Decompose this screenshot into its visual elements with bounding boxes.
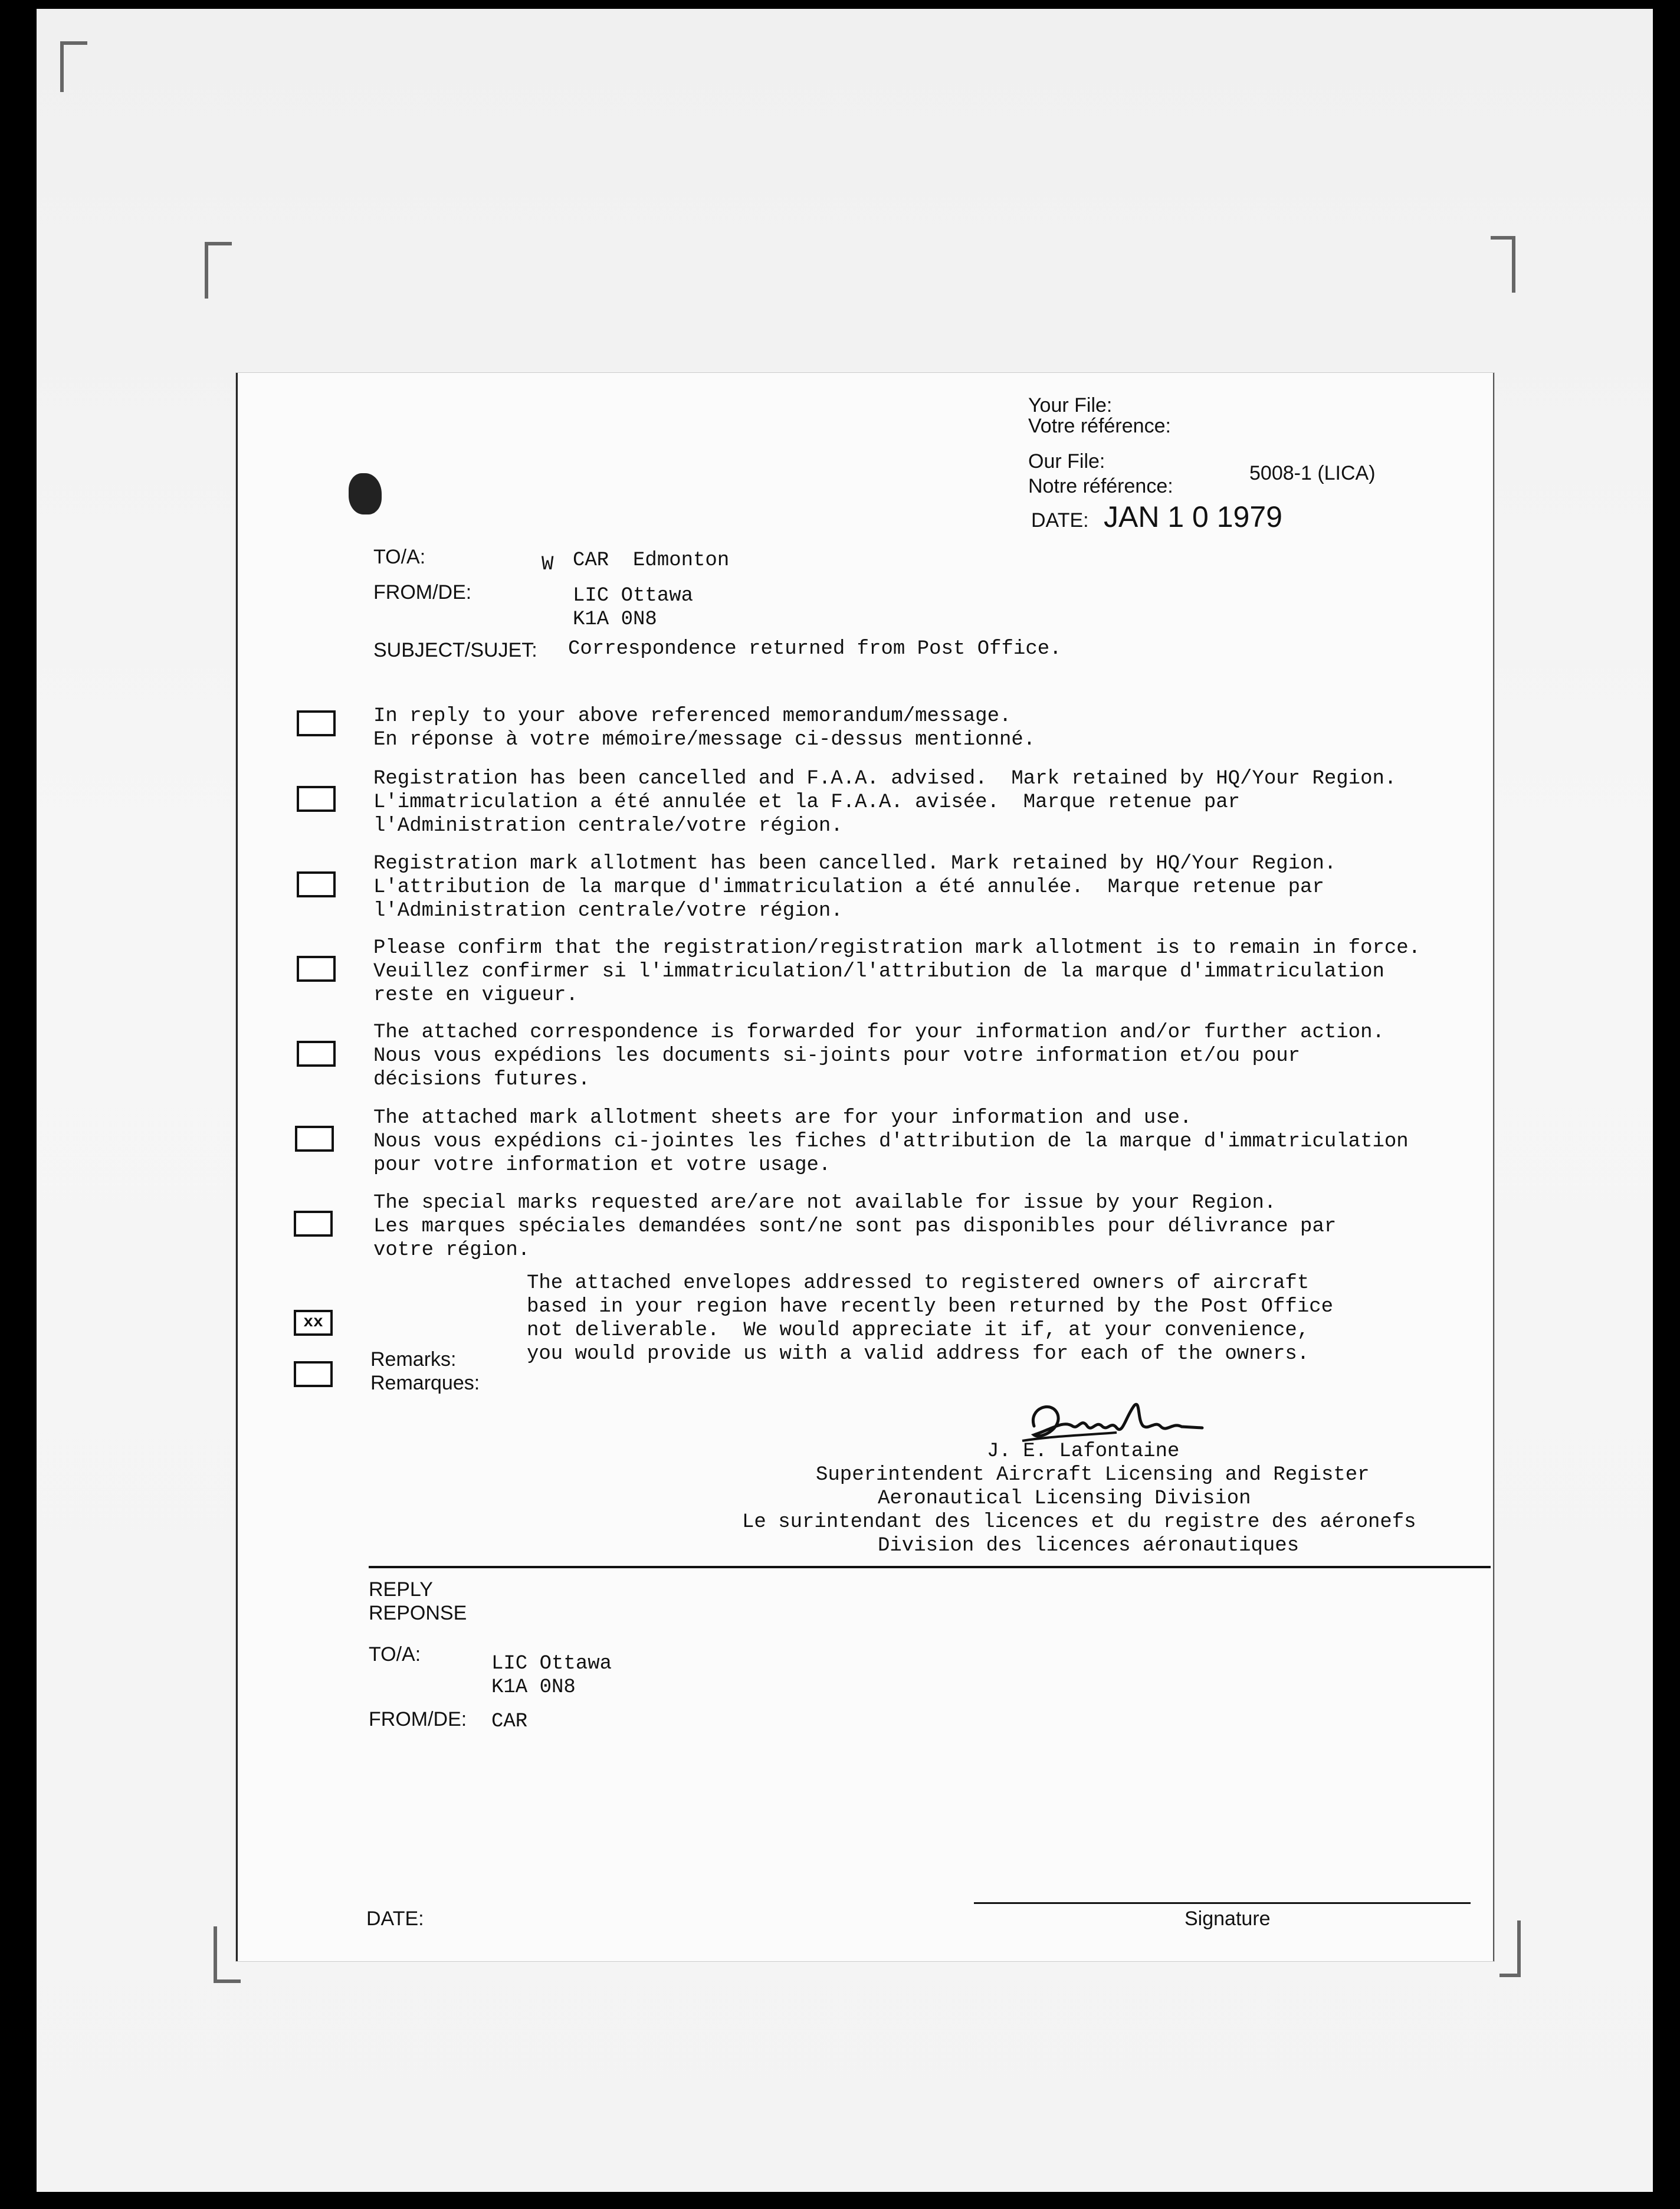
option-2-line-2: L'immatriculation a été annulée et la F.A.A. avisée. Marque retenue par (373, 791, 1241, 814)
option-checkbox-3[interactable] (297, 871, 336, 897)
signatory-name: J. E. Lafontaine (987, 1440, 1180, 1463)
option-checkbox-5[interactable] (297, 1041, 336, 1067)
signature-line (974, 1902, 1471, 1904)
date-stamp: JAN 1 0 1979 (1104, 500, 1282, 533)
option-4-line-3: reste en vigueur. (373, 984, 578, 1007)
memo-sheet (236, 373, 1494, 1961)
option-3-line-1: Registration mark allotment has been cancelled. Mark retained by HQ/Your Region. (373, 853, 1337, 875)
date-label: DATE: (1031, 509, 1089, 532)
our-file-label: Our File: (1028, 450, 1105, 473)
crop-mark-top-left (60, 41, 87, 92)
remarks-line-2: based in your region have recently been returned by the Post Office (527, 1296, 1334, 1318)
your-file-label: Your File: (1028, 394, 1113, 417)
reply-label-fr: REPONSE (369, 1602, 467, 1624)
option-7-line-2: Les marques spéciales demandées sont/ne sont pas disponibles pour délivrance par (373, 1215, 1337, 1238)
option-checkbox-2[interactable] (297, 786, 336, 812)
crop-mark-right-upper (1491, 236, 1515, 293)
signatory-title-1: Superintendent Aircraft Licensing and Register (816, 1464, 1370, 1486)
your-file-label-fr: Votre référence: (1028, 415, 1171, 437)
option-1-line-2: En réponse à votre mémoire/message ci-dessus mentionné. (373, 729, 1036, 751)
reply-to-label: TO/A: (369, 1643, 421, 1666)
our-file-label-fr: Notre référence: (1028, 475, 1173, 497)
option-2-line-1: Registration has been cancelled and F.A.A. advised. Mark retained by HQ/Your Region. (373, 768, 1397, 790)
reply-label: REPLY (369, 1578, 433, 1601)
from-label: FROM/DE: (373, 581, 472, 604)
option-6-line-2: Nous vous expédions ci-jointes les fiches d'attribution de la marque d'immatriculation (373, 1130, 1409, 1153)
remarks-label: Remarks: (370, 1348, 457, 1371)
from-line2: K1A 0N8 (573, 608, 657, 631)
option-6-line-1: The attached mark allotment sheets are for your information and use. (373, 1107, 1192, 1129)
punch-hole-mark (349, 473, 382, 514)
reply-from-label: FROM/DE: (369, 1708, 467, 1731)
remarks-checkbox-empty[interactable] (294, 1361, 333, 1387)
reply-to-line-1: LIC Ottawa (491, 1653, 612, 1675)
reply-from-value: CAR (491, 1710, 528, 1733)
option-checkbox-4[interactable] (297, 956, 336, 982)
signatory-title-2-fr: Division des licences aéronautiques (878, 1535, 1300, 1557)
subject-label: SUBJECT/SUJET: (373, 639, 537, 661)
signatory-title-2: Aeronautical Licensing Division (878, 1487, 1251, 1510)
reply-to-line-2: K1A 0N8 (491, 1676, 576, 1699)
option-6-line-3: pour votre information et votre usage. (373, 1154, 831, 1176)
option-checkbox-1[interactable] (297, 710, 336, 736)
option-5-line-1: The attached correspondence is forwarded for your information and/or further action. (373, 1021, 1384, 1044)
remarks-label-fr: Remarques: (370, 1372, 480, 1394)
option-7-line-3: votre région. (373, 1239, 530, 1261)
option-2-line-3: l'Administration centrale/votre région. (373, 815, 843, 837)
our-file-value: 5008-1 (LICA) (1249, 462, 1376, 484)
option-5-line-2: Nous vous expédions les documents si-joints pour votre information et/ou pour (373, 1045, 1301, 1067)
crop-mark-right-lower (1499, 1920, 1521, 1977)
reply-divider (369, 1566, 1491, 1568)
remarks-line-3: not deliverable. We would appreciate it if, at your convenience, (527, 1319, 1310, 1342)
to-prefix: W (542, 553, 554, 576)
option-4-line-1: Please confirm that the registration/registration mark allotment is to remain in force. (373, 937, 1421, 959)
option-checkbox-7[interactable] (294, 1211, 333, 1237)
option-5-line-3: décisions futures. (373, 1069, 590, 1091)
remarks-checkbox-checked[interactable]: xx (294, 1310, 333, 1336)
option-4-line-2: Veuillez confirmer si l'immatriculation/l'attribution de la marque d'immatriculation (373, 961, 1384, 983)
subject-value: Correspondence returned from Post Office. (568, 638, 1062, 660)
option-7-line-1: The special marks requested are/are not available for issue by your Region. (373, 1192, 1277, 1214)
to-label: TO/A: (373, 546, 426, 568)
crop-mark-left-upper (205, 242, 232, 299)
option-3-line-2: L'attribution de la marque d'immatriculation a été annulée. Marque retenue par (373, 876, 1324, 899)
option-checkbox-6[interactable] (295, 1126, 334, 1152)
option-1-line-1: In reply to your above referenced memorandum/message. (373, 705, 1012, 727)
reply-date-label: DATE: (366, 1908, 424, 1930)
remarks-line-1: The attached envelopes addressed to registered owners of aircraft (527, 1272, 1310, 1294)
option-3-line-3: l'Administration centrale/votre région. (373, 900, 843, 922)
remarks-line-4: you would provide us with a valid address for each of the owners. (527, 1343, 1310, 1365)
signatory-title-1-fr: Le surintendant des licences et du registre des aéronefs (742, 1511, 1416, 1533)
from-line1: LIC Ottawa (573, 585, 694, 607)
to-value: CAR Edmonton (573, 549, 730, 572)
signature-label: Signature (1184, 1908, 1271, 1930)
